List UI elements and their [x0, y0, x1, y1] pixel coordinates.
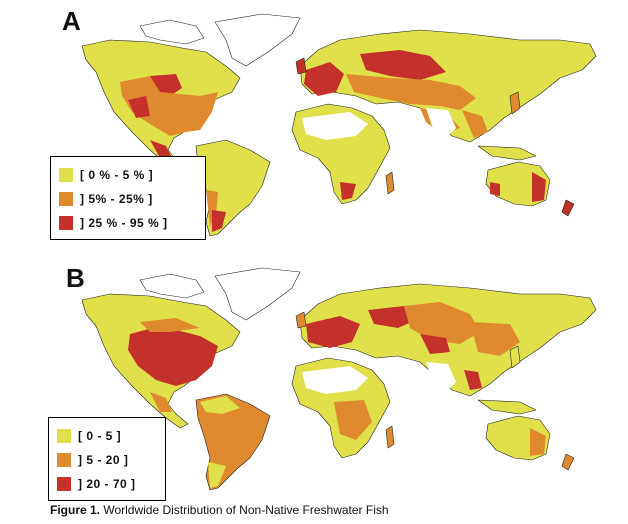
legend-a-swatch-mid [59, 192, 73, 206]
japan [510, 92, 520, 114]
legend-a [50, 156, 206, 240]
legend-a-row [59, 187, 195, 211]
legend-b-swatch-high [57, 477, 71, 491]
legend-a-label: ] 25 % - 95 % ] [80, 216, 168, 230]
panel-b-letter: B [66, 263, 85, 293]
legend-a-swatch-low [59, 168, 73, 182]
legend-a-row [59, 211, 195, 235]
legend-b-label: ] 20 - 70 ] [78, 477, 136, 491]
japan [510, 346, 520, 368]
caption-prefix: Figure 1. [50, 503, 101, 517]
legend-b-row [57, 472, 155, 496]
greenland [215, 14, 300, 66]
uk [296, 312, 306, 328]
panel-a-letter: A [62, 6, 81, 36]
figure-caption [50, 503, 389, 517]
legend-a-label: ] 5% - 25% ] [80, 192, 153, 206]
arctic-islands [140, 274, 204, 298]
madagascar [386, 172, 394, 194]
legend-a-label: [ 0 % - 5 % ] [80, 168, 154, 182]
legend-b-swatch-low [57, 429, 71, 443]
indonesia [478, 146, 536, 160]
new-zealand [562, 454, 574, 470]
legend-a-swatch-high [59, 216, 73, 230]
new-zealand [562, 200, 574, 216]
map-panel-b [0, 262, 628, 498]
legend-b [48, 417, 166, 501]
caption-text: Worldwide Distribution of Non-Native Freshwater Fish [100, 503, 389, 517]
indonesia [478, 400, 536, 414]
australia-sw-high [490, 182, 500, 196]
legend-b-row [57, 448, 155, 472]
legend-b-label: ] 5 - 20 ] [78, 453, 129, 467]
madagascar [386, 426, 394, 448]
arctic-islands [140, 20, 204, 44]
uk [296, 58, 306, 74]
legend-a-row [59, 163, 195, 187]
legend-b-label: [ 0 - 5 ] [78, 429, 122, 443]
greenland [215, 268, 300, 320]
south-america [196, 140, 270, 236]
legend-b-row [57, 424, 155, 448]
legend-b-swatch-mid [57, 453, 71, 467]
